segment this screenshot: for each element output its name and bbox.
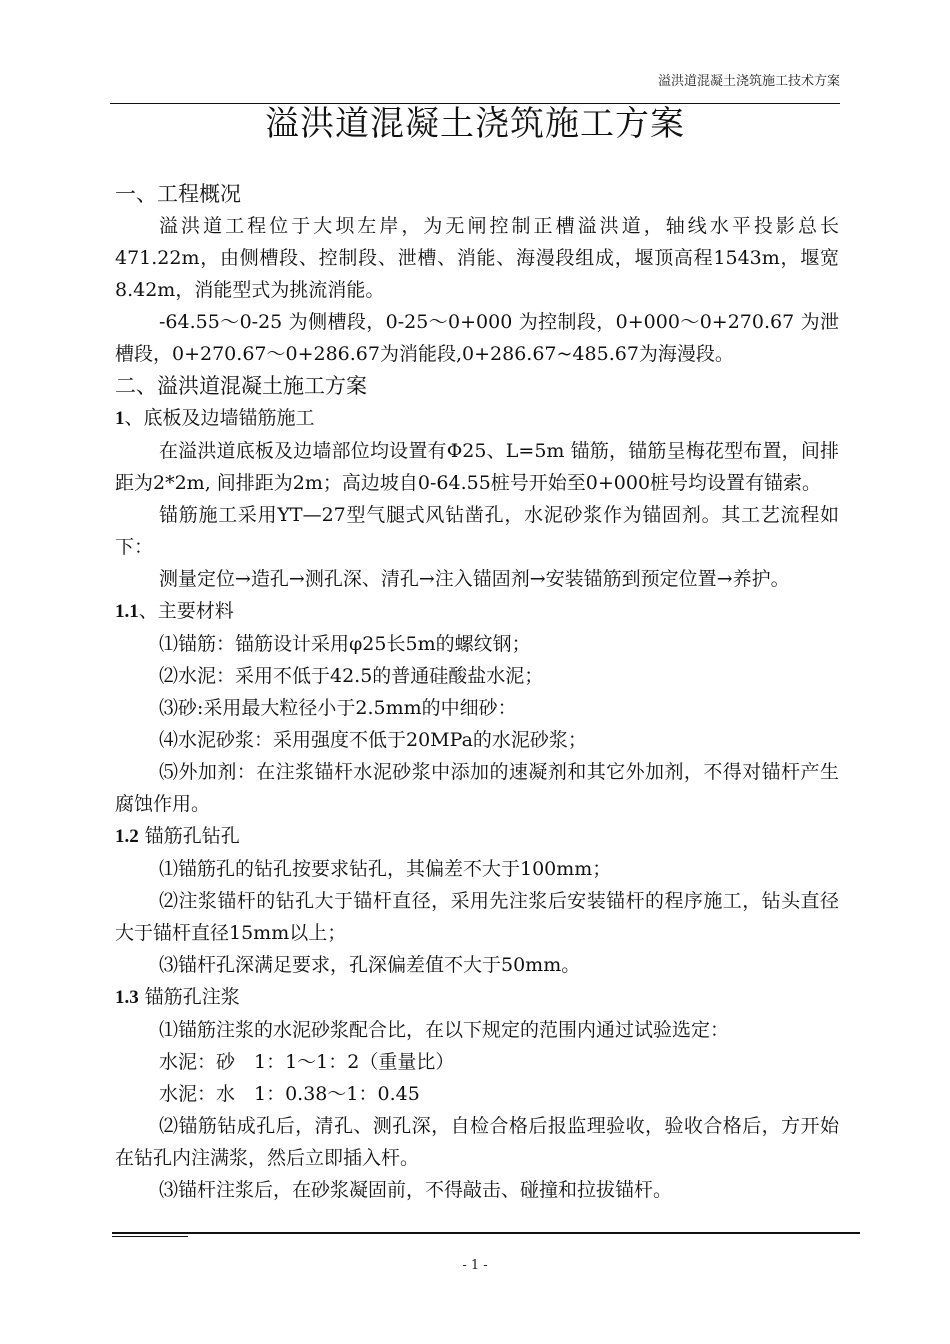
subheading-text: 、底板及边墙锚筋施工	[124, 407, 315, 429]
subheading-1-1	[115, 595, 839, 628]
subheading-text: 锚筋孔钻孔	[138, 825, 240, 847]
document-title: 溢洪道混凝土浇筑施工方案	[265, 104, 685, 144]
list-item: ⑴锚筋注浆的水泥砂浆配合比，在以下规定的范围内通过试验选定：	[159, 1019, 730, 1041]
section-heading-construction-plan: 二、溢洪道混凝土施工方案	[115, 374, 367, 398]
footer-rule-accent	[112, 1236, 188, 1237]
subheading-number: 1	[115, 408, 125, 429]
section-heading-overview: 一、工程概况	[115, 182, 241, 206]
mix-ratio-line: 水泥：砂 1：1～1：2（重量比）	[159, 1051, 455, 1073]
subheading-number: 1.2	[115, 826, 139, 847]
subheading-number: 1.3	[115, 987, 139, 1008]
subheading-number: 1.1	[115, 601, 139, 622]
subheading-text: 锚筋孔注浆	[138, 986, 240, 1008]
paragraph: 溢洪道工程位于大坝左岸，为无闸控制正槽溢洪道，轴线水平投影总长471.22m，由侧槽段、控制段、泄槽、消能、海漫段组成，堰顶高程1543m，堰宽8.42m，消能型式为挑流消能。	[115, 215, 839, 301]
paragraph: 测量定位→造孔→测孔深、清孔→注入锚固剂→安装锚筋到预定位置→养护。	[159, 568, 790, 590]
paragraph: -64.55～0-25 为侧槽段，0-25～0+000 为控制段，0+000～0+270.67 为泄槽段，0+270.67～0+286.67为消能段,0+286.67~485.67为海漫段。	[115, 311, 839, 365]
list-item: ⑶锚杆孔深满足要求，孔深偏差值不大于50mm。	[159, 954, 581, 976]
subheading-1-3	[115, 981, 839, 1014]
subheading-1	[115, 402, 839, 435]
list-item: ⑵水泥：采用不低于42.5的普通硅酸盐水泥；	[159, 665, 544, 687]
document-body	[115, 178, 839, 1206]
running-header-title: 溢洪道混凝土浇筑施工技术方案	[657, 74, 840, 89]
list-item: ⑴锚筋：锚筋设计采用φ25长5m的螺纹钢；	[159, 633, 531, 655]
list-item: ⑵锚筋钻成孔后，清孔、测孔深，自检合格后报监理验收，验收合格后，方开始在钻孔内注满浆，然后立即插入杆。	[115, 1115, 839, 1169]
paragraph: 在溢洪道底板及边墙部位均设置有Φ25、L=5m 锚筋，锚筋呈梅花型布置，间排距为2*2m, 间排距为2m；高边坡自0-64.55桩号开始至0+000桩号均设置有锚索。	[115, 440, 839, 494]
list-item: ⑴锚筋孔的钻孔按要求钻孔，其偏差不大于100mm；	[159, 858, 612, 880]
page-number: - 1 -	[462, 1258, 488, 1273]
paragraph: 锚筋施工采用YT—27型气腿式风钻凿孔，水泥砂浆作为锚固剂。其工艺流程如下：	[115, 504, 839, 558]
mix-ratio-line: 水泥：水 1：0.38～1：0.45	[159, 1083, 420, 1105]
list-item: ⑷水泥砂浆：采用强度不低于20MPa的水泥砂浆；	[159, 729, 587, 751]
subheading-text: 、主要材料	[138, 600, 234, 622]
subheading-1-2	[115, 820, 839, 853]
list-item: ⑵注浆锚杆的钻孔大于锚杆直径，采用先注浆后安装锚杆的程序施工，钻头直径大于锚杆直径15mm以上；	[115, 890, 839, 944]
list-item: ⑶砂:采用最大粒径小于2.5mm的中细砂：	[159, 697, 517, 719]
footer-rule	[112, 1232, 860, 1234]
list-item: ⑶锚杆注浆后，在砂浆凝固前，不得敲击、碰撞和拉拔锚杆。	[159, 1179, 673, 1201]
list-item: ⑸外加剂：在注浆锚杆水泥砂浆中添加的速凝剂和其它外加剂，不得对锚杆产生腐蚀作用。	[115, 761, 839, 815]
